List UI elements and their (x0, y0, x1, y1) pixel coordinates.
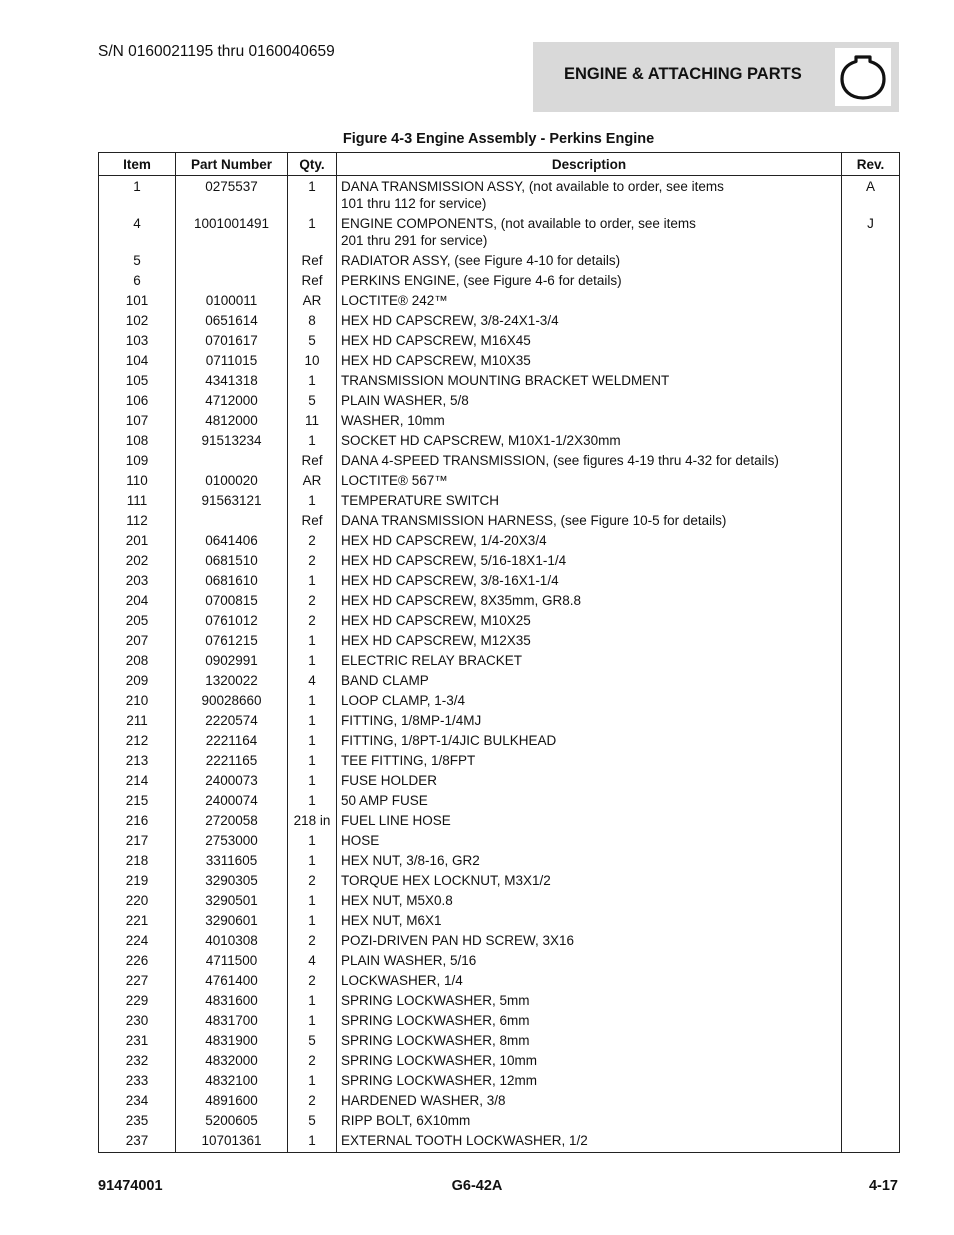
item-cell: 112 (99, 510, 176, 530)
qty-cell: 1 (288, 790, 337, 810)
description-cell: WASHER, 10mm (337, 410, 842, 430)
qty-cell: 11 (288, 410, 337, 430)
description-cell: BAND CLAMP (337, 670, 842, 690)
table-row (99, 510, 900, 530)
item-cell: 107 (99, 410, 176, 430)
rev-cell (842, 330, 900, 350)
qty-cell: 2 (288, 1050, 337, 1070)
rev-cell (842, 910, 900, 930)
rev-cell (842, 1010, 900, 1030)
table-row (99, 910, 900, 930)
description-cell: HEX HD CAPSCREW, 8X35mm, GR8.8 (337, 590, 842, 610)
rev-cell (842, 750, 900, 770)
table-row (99, 690, 900, 710)
table-row (99, 490, 900, 510)
item-cell: 237 (99, 1130, 176, 1153)
column-header-qty: Qty. (288, 153, 337, 176)
item-cell: 207 (99, 630, 176, 650)
description-cell: PERKINS ENGINE, (see Figure 4-6 for details) (337, 270, 842, 290)
rev-cell (842, 590, 900, 610)
item-cell: 213 (99, 750, 176, 770)
item-cell: 204 (99, 590, 176, 610)
item-cell: 220 (99, 890, 176, 910)
rev-cell (842, 550, 900, 570)
rev-cell (842, 830, 900, 850)
part-number-cell: 4831900 (176, 1030, 288, 1050)
part-number-cell: 4341318 (176, 370, 288, 390)
rev-cell (842, 1070, 900, 1090)
qty-cell: Ref (288, 510, 337, 530)
rev-cell (842, 1090, 900, 1110)
item-cell: 224 (99, 930, 176, 950)
rev-cell (842, 510, 900, 530)
item-cell: 203 (99, 570, 176, 590)
part-number-cell: 0701617 (176, 330, 288, 350)
table-row (99, 750, 900, 770)
rev-cell (842, 250, 900, 270)
item-cell: 104 (99, 350, 176, 370)
item-cell: 208 (99, 650, 176, 670)
table-row (99, 870, 900, 890)
qty-cell: 1 (288, 690, 337, 710)
rev-cell (842, 650, 900, 670)
part-number-cell: 2220574 (176, 710, 288, 730)
qty-cell: 1 (288, 630, 337, 650)
description-cell: HOSE (337, 830, 842, 850)
description-cell: DANA 4-SPEED TRANSMISSION, (see figures 4-19 thru 4-32 for details) (337, 450, 842, 470)
table-row (99, 213, 900, 250)
qty-cell: 1 (288, 1010, 337, 1030)
rev-cell: A (842, 176, 900, 214)
rev-cell (842, 1130, 900, 1153)
part-number-cell (176, 510, 288, 530)
rev-cell (842, 1030, 900, 1050)
rev-cell (842, 630, 900, 650)
part-number-cell: 4812000 (176, 410, 288, 430)
description-cell: ENGINE COMPONENTS, (not available to order, see items 201 thru 291 for service) (337, 213, 842, 250)
description-cell: TEE FITTING, 1/8FPT (337, 750, 842, 770)
part-number-cell: 4761400 (176, 970, 288, 990)
figure-title: Figure 4-3 Engine Assembly - Perkins Engine (342, 131, 655, 147)
rev-cell (842, 530, 900, 550)
footer-document-number: 91474001 (98, 1178, 163, 1194)
table-row (99, 710, 900, 730)
item-cell: 212 (99, 730, 176, 750)
rev-cell (842, 430, 900, 450)
item-cell: 4 (99, 213, 176, 250)
parts-table (98, 152, 900, 1153)
part-number-cell: 5200605 (176, 1110, 288, 1130)
table-row (99, 570, 900, 590)
rev-cell (842, 1110, 900, 1130)
description-cell: SOCKET HD CAPSCREW, M10X1-1/2X30mm (337, 430, 842, 450)
footer-model: G6-42A (451, 1178, 503, 1194)
item-cell: 215 (99, 790, 176, 810)
table-row (99, 350, 900, 370)
column-header-rev: Rev. (842, 153, 900, 176)
item-cell: 216 (99, 810, 176, 830)
qty-cell: 1 (288, 490, 337, 510)
description-cell: FUSE HOLDER (337, 770, 842, 790)
qty-cell: Ref (288, 450, 337, 470)
qty-cell: 2 (288, 530, 337, 550)
description-cell: FITTING, 1/8PT-1/4JIC BULKHEAD (337, 730, 842, 750)
description-cell: SPRING LOCKWASHER, 10mm (337, 1050, 842, 1070)
part-number-cell: 0902991 (176, 650, 288, 670)
table-row (99, 830, 900, 850)
table-row (99, 1050, 900, 1070)
part-number-cell: 1001001491 (176, 213, 288, 250)
rev-cell (842, 670, 900, 690)
part-number-cell: 90028660 (176, 690, 288, 710)
qty-cell: 1 (288, 1130, 337, 1153)
qty-cell: 1 (288, 710, 337, 730)
table-row (99, 770, 900, 790)
description-cell: HEX HD CAPSCREW, M10X25 (337, 610, 842, 630)
description-cell: LOCTITE® 567™ (337, 470, 842, 490)
part-number-cell: 3311605 (176, 850, 288, 870)
qty-cell: 5 (288, 390, 337, 410)
qty-cell: 2 (288, 970, 337, 990)
part-number-cell: 3290601 (176, 910, 288, 930)
description-cell: DANA TRANSMISSION HARNESS, (see Figure 10-5 for details) (337, 510, 842, 530)
table-row (99, 810, 900, 830)
qty-cell: 1 (288, 830, 337, 850)
description-cell: SPRING LOCKWASHER, 6mm (337, 1010, 842, 1030)
table-row (99, 176, 900, 214)
description-cell: TEMPERATURE SWITCH (337, 490, 842, 510)
rev-cell (842, 450, 900, 470)
description-cell: TRANSMISSION MOUNTING BRACKET WELDMENT (337, 370, 842, 390)
item-cell: 5 (99, 250, 176, 270)
description-cell: HEX NUT, M6X1 (337, 910, 842, 930)
part-number-cell: 2400074 (176, 790, 288, 810)
description-cell: RADIATOR ASSY, (see Figure 4-10 for details) (337, 250, 842, 270)
part-number-cell: 4832000 (176, 1050, 288, 1070)
qty-cell: AR (288, 290, 337, 310)
part-number-cell: 2221165 (176, 750, 288, 770)
qty-cell: 8 (288, 310, 337, 330)
parts-table-body (99, 176, 900, 1153)
item-cell: 202 (99, 550, 176, 570)
description-cell: PLAIN WASHER, 5/16 (337, 950, 842, 970)
table-row (99, 390, 900, 410)
table-row (99, 450, 900, 470)
qty-cell: AR (288, 470, 337, 490)
item-cell: 210 (99, 690, 176, 710)
item-cell: 1 (99, 176, 176, 214)
part-number-cell: 0100011 (176, 290, 288, 310)
rev-cell (842, 370, 900, 390)
qty-cell: 1 (288, 730, 337, 750)
rev-cell (842, 870, 900, 890)
table-row (99, 370, 900, 390)
item-cell: 109 (99, 450, 176, 470)
footer-page-number: 4-17 (868, 1178, 898, 1194)
table-row (99, 850, 900, 870)
table-row (99, 670, 900, 690)
table-row (99, 290, 900, 310)
qty-cell: 4 (288, 950, 337, 970)
rev-cell (842, 970, 900, 990)
item-cell: 219 (99, 870, 176, 890)
column-header-part-number: Part Number (176, 153, 288, 176)
table-row (99, 1110, 900, 1130)
qty-cell: 10 (288, 350, 337, 370)
table-row (99, 250, 900, 270)
part-number-cell (176, 450, 288, 470)
qty-cell: 1 (288, 650, 337, 670)
description-cell: HEX HD CAPSCREW, M12X35 (337, 630, 842, 650)
item-cell: 233 (99, 1070, 176, 1090)
item-cell: 103 (99, 330, 176, 350)
serial-range: S/N 0160021195 thru 0160040659 (98, 43, 335, 60)
description-cell: EXTERNAL TOOTH LOCKWASHER, 1/2 (337, 1130, 842, 1153)
qty-cell: 1 (288, 770, 337, 790)
part-number-cell: 91513234 (176, 430, 288, 450)
qty-cell: 1 (288, 430, 337, 450)
table-row (99, 550, 900, 570)
rev-cell (842, 570, 900, 590)
table-row (99, 890, 900, 910)
qty-cell: Ref (288, 270, 337, 290)
part-number-cell: 91563121 (176, 490, 288, 510)
rev-cell (842, 770, 900, 790)
qty-cell: 1 (288, 990, 337, 1010)
section-header (533, 42, 899, 112)
description-cell: PLAIN WASHER, 5/8 (337, 390, 842, 410)
description-cell: HEX HD CAPSCREW, M10X35 (337, 350, 842, 370)
rev-cell (842, 1050, 900, 1070)
part-number-cell: 0100020 (176, 470, 288, 490)
part-number-cell: 4711500 (176, 950, 288, 970)
item-cell: 227 (99, 970, 176, 990)
item-cell: 6 (99, 270, 176, 290)
part-number-cell: 0641406 (176, 530, 288, 550)
table-row (99, 530, 900, 550)
part-number-cell: 2720058 (176, 810, 288, 830)
part-number-cell (176, 250, 288, 270)
rev-cell (842, 710, 900, 730)
rev-cell (842, 470, 900, 490)
part-number-cell: 4831600 (176, 990, 288, 1010)
qty-cell: 1 (288, 890, 337, 910)
item-cell: 101 (99, 290, 176, 310)
table-row (99, 1010, 900, 1030)
part-number-cell: 4010308 (176, 930, 288, 950)
part-number-cell: 3290501 (176, 890, 288, 910)
table-header-row (99, 153, 900, 176)
rev-cell (842, 890, 900, 910)
column-header-item: Item (99, 153, 176, 176)
description-cell: SPRING LOCKWASHER, 12mm (337, 1070, 842, 1090)
item-cell: 226 (99, 950, 176, 970)
description-cell: HARDENED WASHER, 3/8 (337, 1090, 842, 1110)
table-row (99, 610, 900, 630)
part-number-cell: 4832100 (176, 1070, 288, 1090)
description-cell: TORQUE HEX LOCKNUT, M3X1/2 (337, 870, 842, 890)
qty-cell: 1 (288, 750, 337, 770)
table-row (99, 930, 900, 950)
part-number-cell: 0711015 (176, 350, 288, 370)
rev-cell: J (842, 213, 900, 250)
part-number-cell: 4831700 (176, 1010, 288, 1030)
item-cell: 235 (99, 1110, 176, 1130)
table-row (99, 790, 900, 810)
part-number-cell: 0275537 (176, 176, 288, 214)
item-cell: 232 (99, 1050, 176, 1070)
qty-cell: 2 (288, 1090, 337, 1110)
description-cell: POZI-DRIVEN PAN HD SCREW, 3X16 (337, 930, 842, 950)
item-cell: 205 (99, 610, 176, 630)
rev-cell (842, 390, 900, 410)
description-cell: SPRING LOCKWASHER, 8mm (337, 1030, 842, 1050)
table-row (99, 650, 900, 670)
rev-cell (842, 290, 900, 310)
table-row (99, 990, 900, 1010)
table-row (99, 730, 900, 750)
item-cell: 231 (99, 1030, 176, 1050)
description-cell: ELECTRIC RELAY BRACKET (337, 650, 842, 670)
rev-cell (842, 270, 900, 290)
table-row (99, 1090, 900, 1110)
qty-cell: 2 (288, 550, 337, 570)
description-cell: HEX HD CAPSCREW, 1/4-20X3/4 (337, 530, 842, 550)
qty-cell: 1 (288, 213, 337, 250)
rev-cell (842, 850, 900, 870)
part-number-cell: 0651614 (176, 310, 288, 330)
description-cell: HEX HD CAPSCREW, 5/16-18X1-1/4 (337, 550, 842, 570)
part-number-cell: 0761215 (176, 630, 288, 650)
item-cell: 214 (99, 770, 176, 790)
qty-cell: 1 (288, 850, 337, 870)
rev-cell (842, 930, 900, 950)
description-cell: FUEL LINE HOSE (337, 810, 842, 830)
qty-cell: 5 (288, 330, 337, 350)
qty-cell: 1 (288, 1070, 337, 1090)
table-row (99, 410, 900, 430)
item-cell: 209 (99, 670, 176, 690)
part-number-cell: 2400073 (176, 770, 288, 790)
item-cell: 201 (99, 530, 176, 550)
rev-cell (842, 810, 900, 830)
description-cell: SPRING LOCKWASHER, 5mm (337, 990, 842, 1010)
rev-cell (842, 990, 900, 1010)
part-number-cell: 4712000 (176, 390, 288, 410)
part-number-cell (176, 270, 288, 290)
qty-cell: 1 (288, 370, 337, 390)
qty-cell: 1 (288, 910, 337, 930)
qty-cell: 1 (288, 570, 337, 590)
item-cell: 217 (99, 830, 176, 850)
description-cell: RIPP BOLT, 6X10mm (337, 1110, 842, 1130)
part-number-cell: 0681610 (176, 570, 288, 590)
qty-cell: 2 (288, 930, 337, 950)
engine-outline-icon (835, 48, 891, 106)
item-cell: 108 (99, 430, 176, 450)
table-row (99, 1030, 900, 1050)
table-row (99, 950, 900, 970)
description-cell: 50 AMP FUSE (337, 790, 842, 810)
table-row (99, 590, 900, 610)
part-number-cell: 4891600 (176, 1090, 288, 1110)
rev-cell (842, 350, 900, 370)
description-cell: HEX HD CAPSCREW, M16X45 (337, 330, 842, 350)
qty-cell: 2 (288, 590, 337, 610)
part-number-cell: 10701361 (176, 1130, 288, 1153)
rev-cell (842, 730, 900, 750)
item-cell: 230 (99, 1010, 176, 1030)
column-header-description: Description (337, 153, 842, 176)
item-cell: 229 (99, 990, 176, 1010)
table-row (99, 1130, 900, 1153)
item-cell: 105 (99, 370, 176, 390)
rev-cell (842, 490, 900, 510)
description-cell: HEX HD CAPSCREW, 3/8-24X1-3/4 (337, 310, 842, 330)
qty-cell: Ref (288, 250, 337, 270)
table-row (99, 430, 900, 450)
item-cell: 102 (99, 310, 176, 330)
rev-cell (842, 610, 900, 630)
description-cell: FITTING, 1/8MP-1/4MJ (337, 710, 842, 730)
description-cell: LOOP CLAMP, 1-3/4 (337, 690, 842, 710)
description-cell: LOCTITE® 242™ (337, 290, 842, 310)
rev-cell (842, 690, 900, 710)
description-cell: HEX NUT, 3/8-16, GR2 (337, 850, 842, 870)
qty-cell: 4 (288, 670, 337, 690)
rev-cell (842, 790, 900, 810)
description-cell: LOCKWASHER, 1/4 (337, 970, 842, 990)
part-number-cell: 0700815 (176, 590, 288, 610)
item-cell: 111 (99, 490, 176, 510)
qty-cell: 1 (288, 176, 337, 214)
description-cell: DANA TRANSMISSION ASSY, (not available to order, see items 101 thru 112 for service) (337, 176, 842, 214)
qty-cell: 5 (288, 1030, 337, 1050)
description-cell: HEX HD CAPSCREW, 3/8-16X1-1/4 (337, 570, 842, 590)
item-cell: 110 (99, 470, 176, 490)
rev-cell (842, 310, 900, 330)
table-row (99, 310, 900, 330)
table-row (99, 330, 900, 350)
rev-cell (842, 950, 900, 970)
table-row (99, 1070, 900, 1090)
table-row (99, 970, 900, 990)
part-number-cell: 0681510 (176, 550, 288, 570)
rev-cell (842, 410, 900, 430)
item-cell: 234 (99, 1090, 176, 1110)
item-cell: 221 (99, 910, 176, 930)
part-number-cell: 0761012 (176, 610, 288, 630)
part-number-cell: 2221164 (176, 730, 288, 750)
item-cell: 218 (99, 850, 176, 870)
part-number-cell: 1320022 (176, 670, 288, 690)
part-number-cell: 2753000 (176, 830, 288, 850)
table-row (99, 270, 900, 290)
description-cell: HEX NUT, M5X0.8 (337, 890, 842, 910)
section-title: ENGINE & ATTACHING PARTS (564, 65, 802, 83)
item-cell: 211 (99, 710, 176, 730)
item-cell: 106 (99, 390, 176, 410)
table-row (99, 630, 900, 650)
qty-cell: 218 in (288, 810, 337, 830)
qty-cell: 2 (288, 610, 337, 630)
qty-cell: 2 (288, 870, 337, 890)
table-row (99, 470, 900, 490)
part-number-cell: 3290305 (176, 870, 288, 890)
qty-cell: 5 (288, 1110, 337, 1130)
